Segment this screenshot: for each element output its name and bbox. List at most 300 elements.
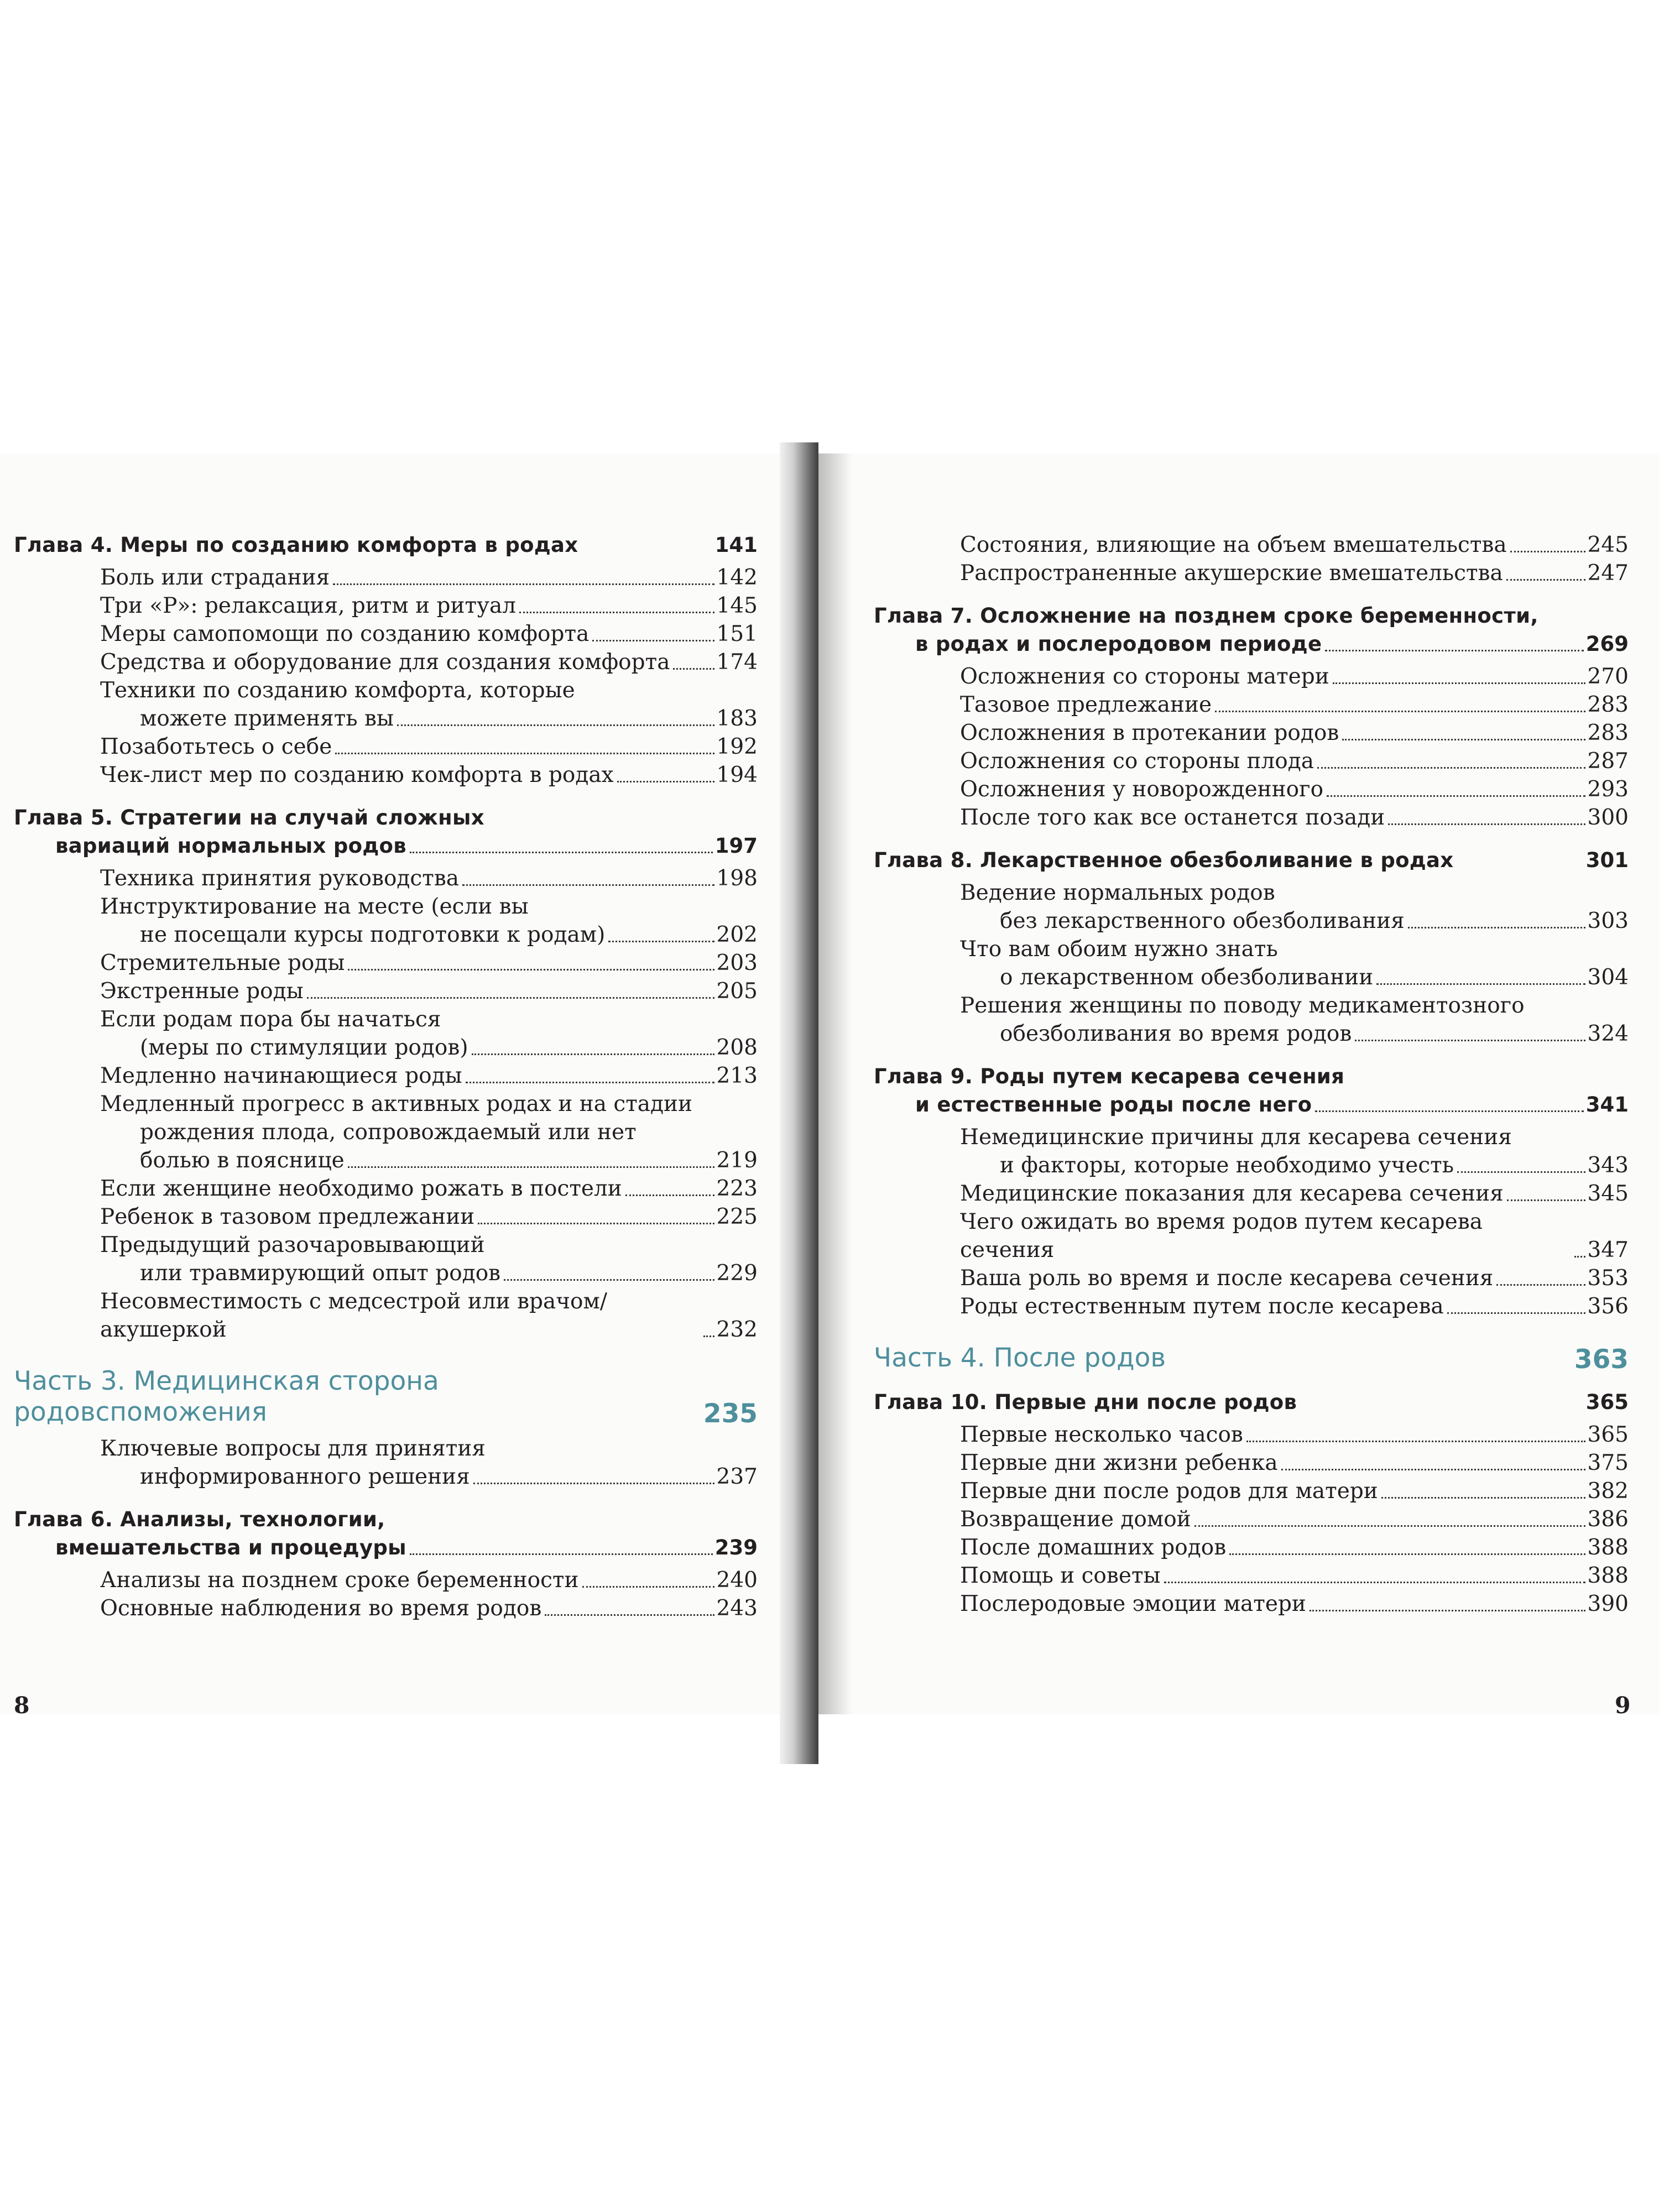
toc-line: [57, 1203, 758, 1231]
toc-line: [917, 691, 1629, 719]
toc-title: Глава 10. Первые дни после родов: [874, 1390, 1297, 1414]
toc-section: [14, 1434, 758, 1491]
toc-title: Техника принятия руководства: [100, 866, 460, 891]
toc-title: Распространенные акушерские вмешательства: [960, 561, 1503, 586]
toc-line: [917, 1533, 1629, 1562]
dot-leader: [504, 1279, 714, 1281]
toc-page-number: 151: [716, 622, 758, 646]
toc-section: [874, 691, 1629, 719]
toc-page-number: 382: [1587, 1479, 1629, 1504]
toc-line: [57, 1146, 758, 1175]
toc-title: без лекарственного обезболивания: [1000, 909, 1405, 933]
toc-section: [874, 1505, 1629, 1533]
toc-section: [874, 1123, 1629, 1180]
toc-title: родовспоможения: [14, 1397, 267, 1427]
toc-title: После того как все останется позади: [960, 805, 1385, 830]
toc-title: Глава 9. Роды путем кесарева сечения: [874, 1065, 1345, 1088]
toc-title: Чего ожидать во время родов путем кесарева сечения: [960, 1209, 1490, 1262]
toc-section: [874, 1449, 1629, 1477]
dot-leader: [1342, 739, 1585, 740]
dot-leader: [1496, 1284, 1585, 1286]
toc-section: [874, 559, 1629, 587]
toc-section: [874, 747, 1629, 775]
toc-title: Ваша роль во время и после кесарева сечения: [960, 1266, 1494, 1291]
toc-title: вмешательства и процедуры: [55, 1536, 406, 1559]
toc-title: Возвращение домой: [960, 1507, 1191, 1532]
dot-leader: [1310, 1610, 1585, 1611]
toc-line: [57, 1175, 758, 1203]
toc-page-number: 219: [716, 1148, 758, 1173]
toc-line: [57, 564, 758, 592]
toc-title: Осложнения в протекании родов: [960, 721, 1339, 745]
toc-title: болью в пояснице: [140, 1148, 345, 1173]
toc-title: Глава 6. Анализы, технологии,: [14, 1507, 385, 1531]
toc-section: [874, 935, 1629, 992]
toc-page-number: 197: [714, 834, 758, 858]
toc-line: [57, 893, 758, 921]
toc-part: [14, 1366, 758, 1428]
toc-page-number: 237: [716, 1464, 758, 1489]
right-page-number: 9: [1615, 1692, 1631, 1714]
toc-title: Инструктирование на месте (если вы: [100, 894, 529, 919]
toc-line: [874, 846, 1629, 874]
toc-section: [14, 1062, 758, 1090]
toc-line: [57, 1287, 758, 1344]
toc-section: [14, 893, 758, 949]
toc-title: Медленный прогресс в активных родах и на стадии: [100, 1092, 693, 1117]
toc-page-number: 345: [1587, 1181, 1629, 1206]
toc-section: [874, 1533, 1629, 1562]
toc-section: [14, 1005, 758, 1062]
toc-title: Анализы на позднем сроке беременности: [100, 1568, 579, 1593]
toc-section: [14, 1287, 758, 1344]
toc-page-number: 232: [716, 1317, 758, 1342]
toc-line: [57, 1594, 758, 1623]
toc-page-number: 353: [1587, 1266, 1629, 1291]
toc-page-number: 269: [1585, 632, 1629, 656]
toc-page-number: 192: [716, 734, 758, 759]
dot-leader: [1315, 1110, 1583, 1112]
toc-page-number: 283: [1587, 721, 1629, 745]
toc-line: [874, 602, 1629, 630]
toc-section: [14, 1566, 758, 1594]
toc-line: [917, 1590, 1629, 1618]
toc-page-number: 375: [1587, 1451, 1629, 1475]
dot-leader: [1333, 682, 1585, 684]
toc-line: [917, 1505, 1629, 1533]
toc-title: Первые дни жизни ребенка: [960, 1451, 1278, 1475]
toc-line: [917, 1421, 1629, 1449]
toc-page-number: 213: [716, 1063, 758, 1088]
toc-title: Основные наблюдения во время родов: [100, 1596, 542, 1621]
toc-page-number: 142: [716, 565, 758, 590]
dot-leader: [1408, 927, 1585, 928]
toc-line: [917, 531, 1629, 559]
toc-line: [57, 1566, 758, 1594]
dot-leader: [617, 781, 714, 782]
toc-section: [14, 1203, 758, 1231]
dot-leader: [466, 1082, 714, 1083]
toc-title: Меры самопомощи по созданию комфорта: [100, 622, 589, 646]
toc-line: [917, 963, 1629, 992]
toc-title: Ребенок в тазовом предлежании: [100, 1204, 475, 1229]
toc-page-number: 247: [1587, 561, 1629, 586]
toc-page-number: 365: [1587, 1422, 1629, 1447]
toc-section: [14, 977, 758, 1005]
dot-leader: [462, 884, 714, 886]
toc-page-number: 203: [716, 951, 758, 975]
right-toc-column: [874, 531, 1629, 1618]
dot-leader: [478, 1223, 714, 1224]
toc-title: Первые дни после родов для матери: [960, 1479, 1378, 1504]
toc-title: После домашних родов: [960, 1535, 1227, 1560]
dot-leader: [472, 1053, 714, 1055]
toc-line: [57, 864, 758, 893]
toc-page-number: 225: [716, 1204, 758, 1229]
dot-leader: [348, 969, 714, 971]
toc-title: Ключевые вопросы для принятия: [100, 1436, 486, 1461]
dot-leader: [307, 997, 714, 999]
toc-title: Послеродовые эмоции матери: [960, 1592, 1306, 1616]
toc-page-number: 341: [1585, 1093, 1629, 1117]
dot-leader: [1376, 983, 1585, 985]
toc-chapter: [14, 531, 758, 559]
toc-line: [57, 1118, 758, 1146]
toc-page-number: 141: [714, 533, 758, 557]
left-page: [0, 453, 780, 1714]
toc-title: о лекарственном обезболивании: [1000, 965, 1374, 990]
toc-title: Что вам обоим нужно знать: [960, 937, 1278, 962]
toc-chapter: [14, 1505, 758, 1562]
toc-section: [874, 1562, 1629, 1590]
toc-line: [917, 1208, 1629, 1264]
toc-line: [917, 559, 1629, 587]
toc-section: [14, 1231, 758, 1287]
toc-line: [917, 1264, 1629, 1292]
toc-section: [874, 1590, 1629, 1618]
toc-page-number: 270: [1587, 664, 1629, 689]
toc-line: [874, 630, 1629, 658]
toc-line: [57, 1231, 758, 1259]
toc-line: [57, 1005, 758, 1034]
toc-title: и естественные роды после него: [915, 1093, 1312, 1117]
toc-title: Три «Р»: релаксация, ритм и ритуал: [100, 593, 517, 618]
toc-section: [874, 1180, 1629, 1208]
toc-line: [874, 1343, 1629, 1374]
toc-section: [14, 676, 758, 733]
right-page: [818, 453, 1659, 1714]
toc-title: Помощь и советы: [960, 1563, 1161, 1588]
toc-page-number: 303: [1587, 909, 1629, 933]
dot-leader: [1317, 767, 1585, 769]
toc-page-number: 343: [1587, 1153, 1629, 1178]
toc-line: [917, 935, 1629, 963]
toc-line: [917, 1292, 1629, 1321]
toc-line: [917, 775, 1629, 804]
dot-leader: [333, 583, 714, 585]
toc-section: [14, 949, 758, 977]
toc-page-number: 202: [716, 922, 758, 947]
toc-section: [874, 1477, 1629, 1505]
toc-page-number: 386: [1587, 1507, 1629, 1532]
dot-leader: [1381, 1497, 1585, 1499]
toc-line: [14, 1397, 758, 1428]
toc-title: Глава 5. Стратегии на случай сложных: [14, 806, 484, 830]
toc-title: (меры по стимуляции родов): [140, 1035, 468, 1060]
toc-line: [57, 1090, 758, 1118]
toc-line: [917, 907, 1629, 935]
toc-page-number: 194: [716, 763, 758, 787]
toc-page-number: 287: [1587, 749, 1629, 774]
toc-line: [917, 719, 1629, 747]
toc-section: [14, 1090, 758, 1175]
toc-title: Если родам пора бы начаться: [100, 1007, 441, 1032]
toc-section: [874, 1292, 1629, 1321]
toc-page-number: 205: [716, 979, 758, 1004]
toc-title: Немедицинские причины для кесарева сечения: [960, 1125, 1512, 1150]
toc-title: Предыдущий разочаровывающий: [100, 1233, 485, 1258]
dot-leader: [1246, 1441, 1585, 1442]
left-page-number: 8: [14, 1692, 30, 1714]
toc-title: или травмирующий опыт родов: [140, 1261, 501, 1286]
toc-section: [14, 733, 758, 761]
toc-section: [14, 620, 758, 648]
toc-line: [874, 1062, 1629, 1091]
dot-leader: [673, 668, 714, 670]
toc-line: [57, 620, 758, 648]
toc-title: и факторы, которые необходимо учесть: [1000, 1153, 1454, 1178]
book-gutter: [780, 442, 818, 1764]
dot-leader: [1215, 711, 1585, 712]
toc-title: Медицинские показания для кесарева сечения: [960, 1181, 1504, 1206]
toc-page-number: 347: [1587, 1238, 1629, 1262]
toc-line: [917, 1477, 1629, 1505]
toc-line: [57, 676, 758, 705]
toc-page-number: 198: [716, 866, 758, 891]
toc-page-number: 388: [1587, 1535, 1629, 1560]
toc-title: Техники по созданию комфорта, которые: [100, 678, 575, 703]
toc-title: Часть 3. Медицинская сторона: [14, 1366, 439, 1396]
toc-page-number: 388: [1587, 1563, 1629, 1588]
toc-line: [57, 1034, 758, 1062]
dot-leader: [1506, 579, 1585, 581]
toc-line: [57, 761, 758, 789]
toc-title: Чек-лист мер по созданию комфорта в родах: [100, 763, 614, 787]
toc-line: [917, 1180, 1629, 1208]
toc-line: [57, 1434, 758, 1463]
toc-page-number: 300: [1587, 805, 1629, 830]
toc-title: можете применять вы: [140, 706, 394, 731]
toc-page-number: 183: [716, 706, 758, 731]
toc-line: [57, 592, 758, 620]
toc-title: Осложнения со стороны матери: [960, 664, 1329, 689]
toc-section: [874, 879, 1629, 935]
dot-leader: [1194, 1525, 1585, 1527]
toc-page-number: 293: [1587, 777, 1629, 802]
toc-page-number: 235: [703, 1399, 758, 1429]
toc-line: [14, 1533, 758, 1562]
toc-section: [874, 719, 1629, 747]
dot-leader: [608, 941, 714, 942]
toc-line: [57, 1062, 758, 1090]
toc-line: [57, 648, 758, 676]
toc-title: Решения женщины по поводу медикаментозного: [960, 993, 1525, 1018]
dot-leader: [1355, 1040, 1585, 1041]
toc-section: [14, 1175, 758, 1203]
toc-section: [14, 864, 758, 893]
toc-page-number: 324: [1587, 1021, 1629, 1046]
dot-leader: [1457, 1171, 1585, 1173]
toc-line: [14, 531, 758, 559]
toc-page-number: 365: [1585, 1390, 1629, 1414]
toc-page-number: 356: [1587, 1294, 1629, 1319]
toc-part: [874, 1343, 1629, 1374]
toc-section: [14, 1594, 758, 1623]
toc-chapter: [874, 602, 1629, 658]
toc-section: [14, 592, 758, 620]
dot-leader: [1574, 1256, 1585, 1258]
toc-line: [917, 992, 1629, 1020]
toc-section: [874, 775, 1629, 804]
dot-leader: [1510, 551, 1585, 552]
toc-title: Первые несколько часов: [960, 1422, 1243, 1447]
dot-leader: [1325, 650, 1583, 651]
toc-section: [874, 662, 1629, 691]
toc-title: Ведение нормальных родов: [960, 880, 1275, 905]
toc-title: Роды естественным путем после кесарева: [960, 1294, 1444, 1319]
dot-leader: [473, 1483, 714, 1484]
toc-line: [917, 1562, 1629, 1590]
dot-leader: [1229, 1553, 1585, 1555]
toc-line: [917, 1123, 1629, 1151]
toc-line: [917, 804, 1629, 832]
dot-leader: [335, 753, 714, 754]
toc-title: Боль или страдания: [100, 565, 330, 590]
toc-title: Глава 4. Меры по созданию комфорта в родах: [14, 533, 578, 557]
toc-section: [874, 1264, 1629, 1292]
toc-page-number: 390: [1587, 1592, 1629, 1616]
dot-leader: [397, 724, 714, 726]
toc-line: [57, 949, 758, 977]
toc-page-number: 363: [1574, 1344, 1629, 1375]
dot-leader: [625, 1194, 714, 1196]
toc-line: [917, 1151, 1629, 1180]
toc-title: Позаботьтесь о себе: [100, 734, 332, 759]
dot-leader: [410, 852, 713, 853]
toc-page-number: 240: [716, 1568, 758, 1593]
toc-page-number: 174: [716, 650, 758, 675]
toc-line: [57, 977, 758, 1005]
toc-line: [917, 1020, 1629, 1048]
toc-section: [874, 531, 1629, 559]
dot-leader: [1507, 1199, 1585, 1201]
dot-leader: [1447, 1312, 1585, 1314]
toc-title: рождения плода, сопровождаемый или нет: [140, 1120, 637, 1145]
toc-title: Несовместимость с медсестрой или врачом/акушеркой: [100, 1289, 607, 1342]
toc-title: Тазовое предлежание: [960, 692, 1212, 717]
toc-line: [874, 1091, 1629, 1119]
toc-page-number: 301: [1585, 848, 1629, 872]
dot-leader: [545, 1614, 714, 1616]
toc-page-number: 239: [714, 1536, 758, 1559]
toc-title: вариаций нормальных родов: [55, 834, 406, 858]
toc-title: Состояния, влияющие на объем вмешательства: [960, 533, 1507, 557]
dot-leader: [703, 1335, 714, 1337]
toc-line: [14, 804, 758, 832]
toc-title: Часть 4. После родов: [874, 1343, 1166, 1373]
toc-page-number: 223: [716, 1176, 758, 1201]
toc-chapter: [874, 1062, 1629, 1119]
toc-line: [14, 1366, 758, 1397]
toc-line: [917, 747, 1629, 775]
dot-leader: [1164, 1582, 1585, 1583]
toc-line: [14, 832, 758, 860]
toc-line: [57, 705, 758, 733]
toc-page-number: 243: [716, 1596, 758, 1621]
toc-title: Стремительные роды: [100, 951, 345, 975]
toc-page-number: 283: [1587, 692, 1629, 717]
toc-line: [917, 879, 1629, 907]
toc-chapter: [14, 804, 758, 860]
dot-leader: [348, 1166, 714, 1168]
toc-section: [874, 992, 1629, 1048]
toc-page-number: 245: [1587, 533, 1629, 557]
toc-line: [874, 1388, 1629, 1416]
toc-section: [14, 648, 758, 676]
toc-page-number: 208: [716, 1035, 758, 1060]
toc-title: Если женщине необходимо рожать в постели: [100, 1176, 622, 1201]
dot-leader: [1327, 795, 1585, 797]
toc-line: [917, 1449, 1629, 1477]
toc-title: Средства и оборудование для создания комфорта: [100, 650, 670, 675]
toc-section: [874, 1421, 1629, 1449]
toc-line: [57, 1259, 758, 1287]
toc-title: обезболивания во время родов: [1000, 1021, 1352, 1046]
toc-chapter: [874, 1388, 1629, 1416]
gutter-shadow: [818, 453, 852, 1714]
dot-leader: [1281, 1469, 1585, 1470]
toc-title: не посещали курсы подготовки к родам): [140, 922, 606, 947]
dot-leader: [519, 612, 714, 613]
dot-leader: [592, 640, 714, 641]
toc-section: [14, 761, 758, 789]
toc-line: [57, 1463, 758, 1491]
toc-page-number: 229: [716, 1261, 758, 1286]
toc-chapter: [874, 846, 1629, 874]
toc-line: [57, 921, 758, 949]
toc-title: Осложнения у новорожденного: [960, 777, 1324, 802]
toc-title: Экстренные роды: [100, 979, 304, 1004]
toc-page-number: 304: [1587, 965, 1629, 990]
toc-title: информированного решения: [140, 1464, 470, 1489]
dot-leader: [410, 1553, 713, 1555]
toc-line: [917, 662, 1629, 691]
toc-line: [57, 733, 758, 761]
toc-title: Осложнения со стороны плода: [960, 749, 1314, 774]
toc-page-number: 145: [716, 593, 758, 618]
toc-section: [874, 804, 1629, 832]
toc-line: [14, 1505, 758, 1533]
toc-section: [14, 564, 758, 592]
dot-leader: [582, 1586, 714, 1588]
left-toc-column: [14, 531, 758, 1623]
toc-title: Глава 7. Осложнение на позднем сроке беременности,: [874, 604, 1538, 628]
toc-section: [874, 1208, 1629, 1264]
dot-leader: [1388, 823, 1585, 825]
toc-title: Глава 8. Лекарственное обезболивание в родах: [874, 848, 1454, 872]
toc-title: в родах и послеродовом периоде: [915, 632, 1322, 656]
toc-title: Медленно начинающиеся роды: [100, 1063, 462, 1088]
